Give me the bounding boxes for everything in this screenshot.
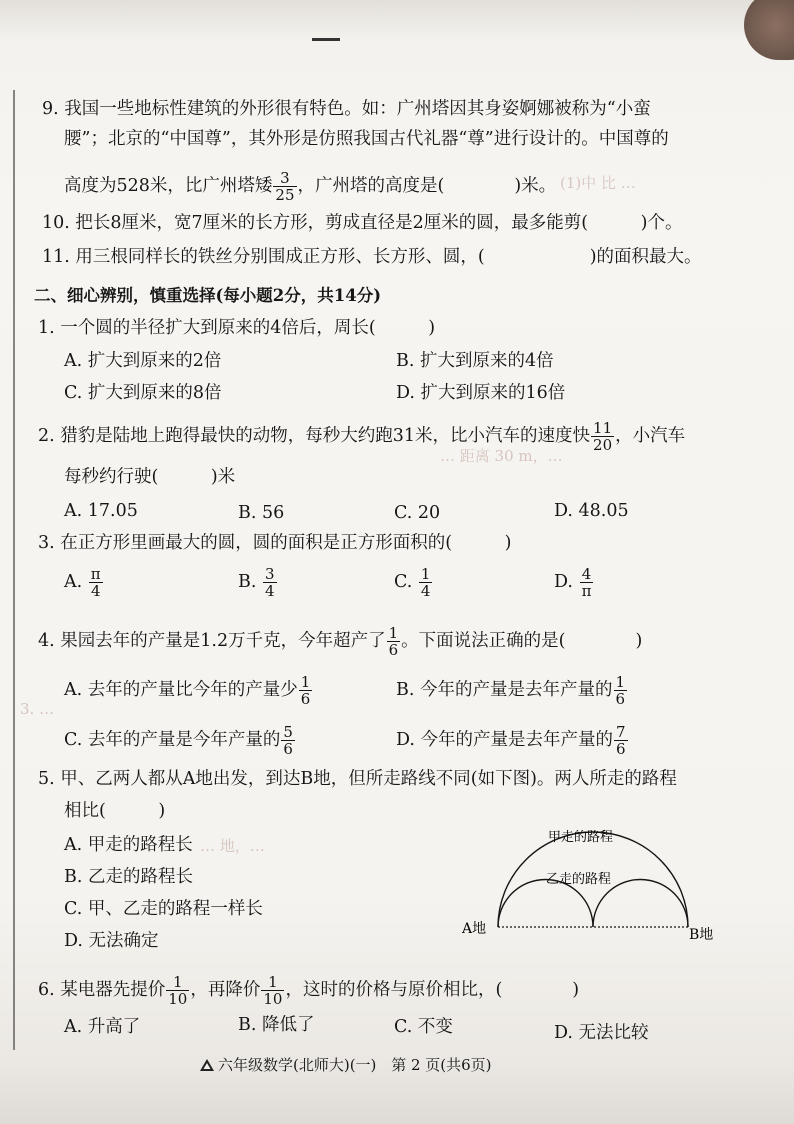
q3-a-label: A. <box>64 572 83 592</box>
q4-frac-num: 1 <box>388 624 399 642</box>
q1-option-a[interactable]: A. 扩大到原来的2倍 <box>64 351 222 371</box>
q5-option-c[interactable]: C. 甲、乙走的路程一样长 <box>64 899 263 919</box>
footer-course: 六年级数学(北师大)(一) <box>218 1056 377 1074</box>
q4-d-text: D. 今年的产量是去年产量的 <box>396 730 614 750</box>
footer-page-number: 第 2 页(共6页) <box>391 1056 492 1074</box>
q3-option-a[interactable] <box>64 566 104 599</box>
section-title: 二、细心辨别，慎重选择(每小题2分，共14分) <box>34 286 382 305</box>
q4-a-num: 1 <box>300 673 311 691</box>
q6-stem <box>38 974 579 1007</box>
q9-line3 <box>64 170 556 203</box>
q3-a-fraction <box>89 566 103 599</box>
q3-c-num: 1 <box>420 565 431 583</box>
q6-stem-text-b: ，再降价 <box>190 980 261 1000</box>
point-b-label: B地 <box>689 927 714 943</box>
q3-d-num: 4 <box>580 566 594 583</box>
q4-b-fraction <box>614 674 628 707</box>
q5-option-b[interactable]: B. 乙走的路程长 <box>64 867 193 887</box>
q6-f2-num: 1 <box>261 974 284 991</box>
q3-option-b[interactable] <box>238 566 278 599</box>
q4-stem <box>38 625 642 658</box>
point-a-label: A地 <box>462 921 487 937</box>
q9-line3-text-b: ，广州塔的高度是( )米。 <box>297 176 557 196</box>
q4-a-den: 6 <box>300 690 311 708</box>
q3-d-den: π <box>581 582 592 600</box>
q4-b-num: 1 <box>615 673 626 691</box>
q4-b-text: B. 今年的产量是去年产量的 <box>396 680 613 700</box>
q4-stem-text-b: 。下面说法正确的是( ) <box>401 631 643 651</box>
q3-b-den: 4 <box>265 582 275 600</box>
q4-b-den: 6 <box>615 690 626 708</box>
q4-a-fraction <box>299 674 313 707</box>
q4-c-text: C. 去年的产量是今年产量的 <box>64 730 281 750</box>
route-figure <box>460 822 730 947</box>
q4-c-num: 5 <box>283 723 293 741</box>
q1-stem: 1. 一个圆的半径扩大到原来的4倍后，周长( ) <box>38 318 436 338</box>
q6-option-b[interactable]: B. 降低了 <box>238 1015 315 1035</box>
q5-option-d[interactable]: D. 无法确定 <box>64 931 159 951</box>
q9-fraction <box>273 170 296 203</box>
q11-text: 11. 用三根同样长的铁丝分别围成正方形、长方形、圆，( )的面积最大。 <box>42 247 702 267</box>
q4-option-d[interactable] <box>396 724 629 757</box>
q5-stem-line2: 相比( ) <box>64 801 166 821</box>
bleed-through-text: 3. … <box>20 700 55 718</box>
jia-route-label: 甲走的路程 <box>548 830 614 845</box>
q9-line3-text: 高度为528米，比广州塔矮 <box>64 176 273 196</box>
q3-option-c[interactable] <box>394 566 433 599</box>
q6-fraction-2 <box>261 974 284 1007</box>
q3-c-label: C. <box>394 572 413 592</box>
q2-stem <box>38 420 685 453</box>
q4-stem-text: 4. 果园去年的产量是1.2万千克，今年超产了 <box>38 631 386 651</box>
q6-f1-num: 1 <box>166 974 189 991</box>
top-mark <box>312 38 340 41</box>
q1-option-d[interactable]: D. 扩大到原来的16倍 <box>396 383 566 403</box>
q4-c-den: 6 <box>283 740 293 758</box>
q3-option-d[interactable] <box>554 566 594 599</box>
q4-c-fraction <box>281 724 295 757</box>
q9-frac-den: 25 <box>275 186 295 204</box>
q3-b-fraction <box>263 566 277 599</box>
q6-stem-text-a: 6. 某电器先提价 <box>38 980 166 1000</box>
q6-option-a[interactable]: A. 升高了 <box>64 1017 141 1037</box>
q3-d-fraction <box>580 566 594 599</box>
q3-stem: 3. 在正方形里画最大的圆，圆的面积是正方形面积的( ) <box>38 533 512 553</box>
q3-b-label: B. <box>238 572 257 592</box>
q4-d-num: 7 <box>616 723 626 741</box>
q2-option-b[interactable]: B. 56 <box>238 503 285 523</box>
q2-option-a[interactable]: A. 17.05 <box>64 501 138 521</box>
q1-option-c[interactable]: C. 扩大到原来的8倍 <box>64 383 222 403</box>
publisher-logo-icon <box>200 1059 214 1071</box>
q4-d-den: 6 <box>616 740 626 758</box>
q2-frac-num: 11 <box>593 419 613 437</box>
q2-stem-text-b: ，小汽车 <box>615 426 686 446</box>
q5-option-a[interactable]: A. 甲走的路程长 <box>64 835 193 855</box>
q3-a-num: π <box>90 565 101 583</box>
q2-frac-den: 20 <box>593 436 613 454</box>
q6-option-d[interactable]: D. 无法比较 <box>554 1023 649 1043</box>
q4-fraction <box>387 625 401 658</box>
q3-a-den: 4 <box>90 582 101 600</box>
q5-stem-line1: 5. 甲、乙两人都从A地出发，到达B地，但所走路线不同(如下图)。两人所走的路程 <box>38 769 677 789</box>
q4-a-text: A. 去年的产量比今年的产量少 <box>64 680 298 700</box>
q3-c-den: 4 <box>420 582 431 600</box>
q6-f2-den: 10 <box>263 990 283 1008</box>
yi-route-label: 乙走的路程 <box>546 872 612 887</box>
bleed-through-text: … 地，… <box>200 837 265 855</box>
bleed-through-text: (1)中 比 … <box>560 174 636 192</box>
q9-frac-num: 3 <box>273 170 296 187</box>
left-margin-rule <box>13 90 15 1050</box>
q2-fraction <box>591 420 614 453</box>
q4-option-c[interactable] <box>64 724 296 757</box>
q6-stem-text-c: ，这时的价格与原价相比，( ) <box>285 980 580 1000</box>
q3-d-label: D. <box>554 572 573 592</box>
q1-option-b[interactable]: B. 扩大到原来的4倍 <box>396 351 554 371</box>
q4-option-b[interactable] <box>396 674 628 707</box>
q4-d-fraction <box>614 724 628 757</box>
q6-option-c[interactable]: C. 不变 <box>394 1017 453 1037</box>
bleed-through-text: … 距离 30 m，… <box>440 447 563 465</box>
q4-frac-den: 6 <box>388 641 399 659</box>
page-footer <box>200 1054 492 1075</box>
q3-c-fraction <box>419 566 433 599</box>
thumb-shadow <box>744 0 794 60</box>
q4-option-a[interactable] <box>64 674 313 707</box>
q2-stem-line2: 每秒约行驶( )米 <box>64 467 236 487</box>
q2-stem-text: 2. 猎豹是陆地上跑得最快的动物，每秒大约跑31米，比小汽车的速度快 <box>38 426 591 446</box>
q6-f1-den: 10 <box>168 990 188 1008</box>
q6-fraction-1 <box>166 974 189 1007</box>
q9-line2: 腰”；北京的“中国尊”，其外形是仿照我国古代礼器“尊”进行设计的。中国尊的 <box>64 129 669 149</box>
q2-option-d[interactable]: D. 48.05 <box>554 501 629 521</box>
q2-option-c[interactable]: C. 20 <box>394 503 441 523</box>
q10-text: 10. 把长8厘米，宽7厘米的长方形，剪成直径是2厘米的圆，最多能剪( )个。 <box>42 213 683 233</box>
q3-b-num: 3 <box>265 565 275 583</box>
q9-line1: 9. 我国一些地标性建筑的外形很有特色。如：广州塔因其身姿婀娜被称为“小蛮 <box>42 99 651 119</box>
